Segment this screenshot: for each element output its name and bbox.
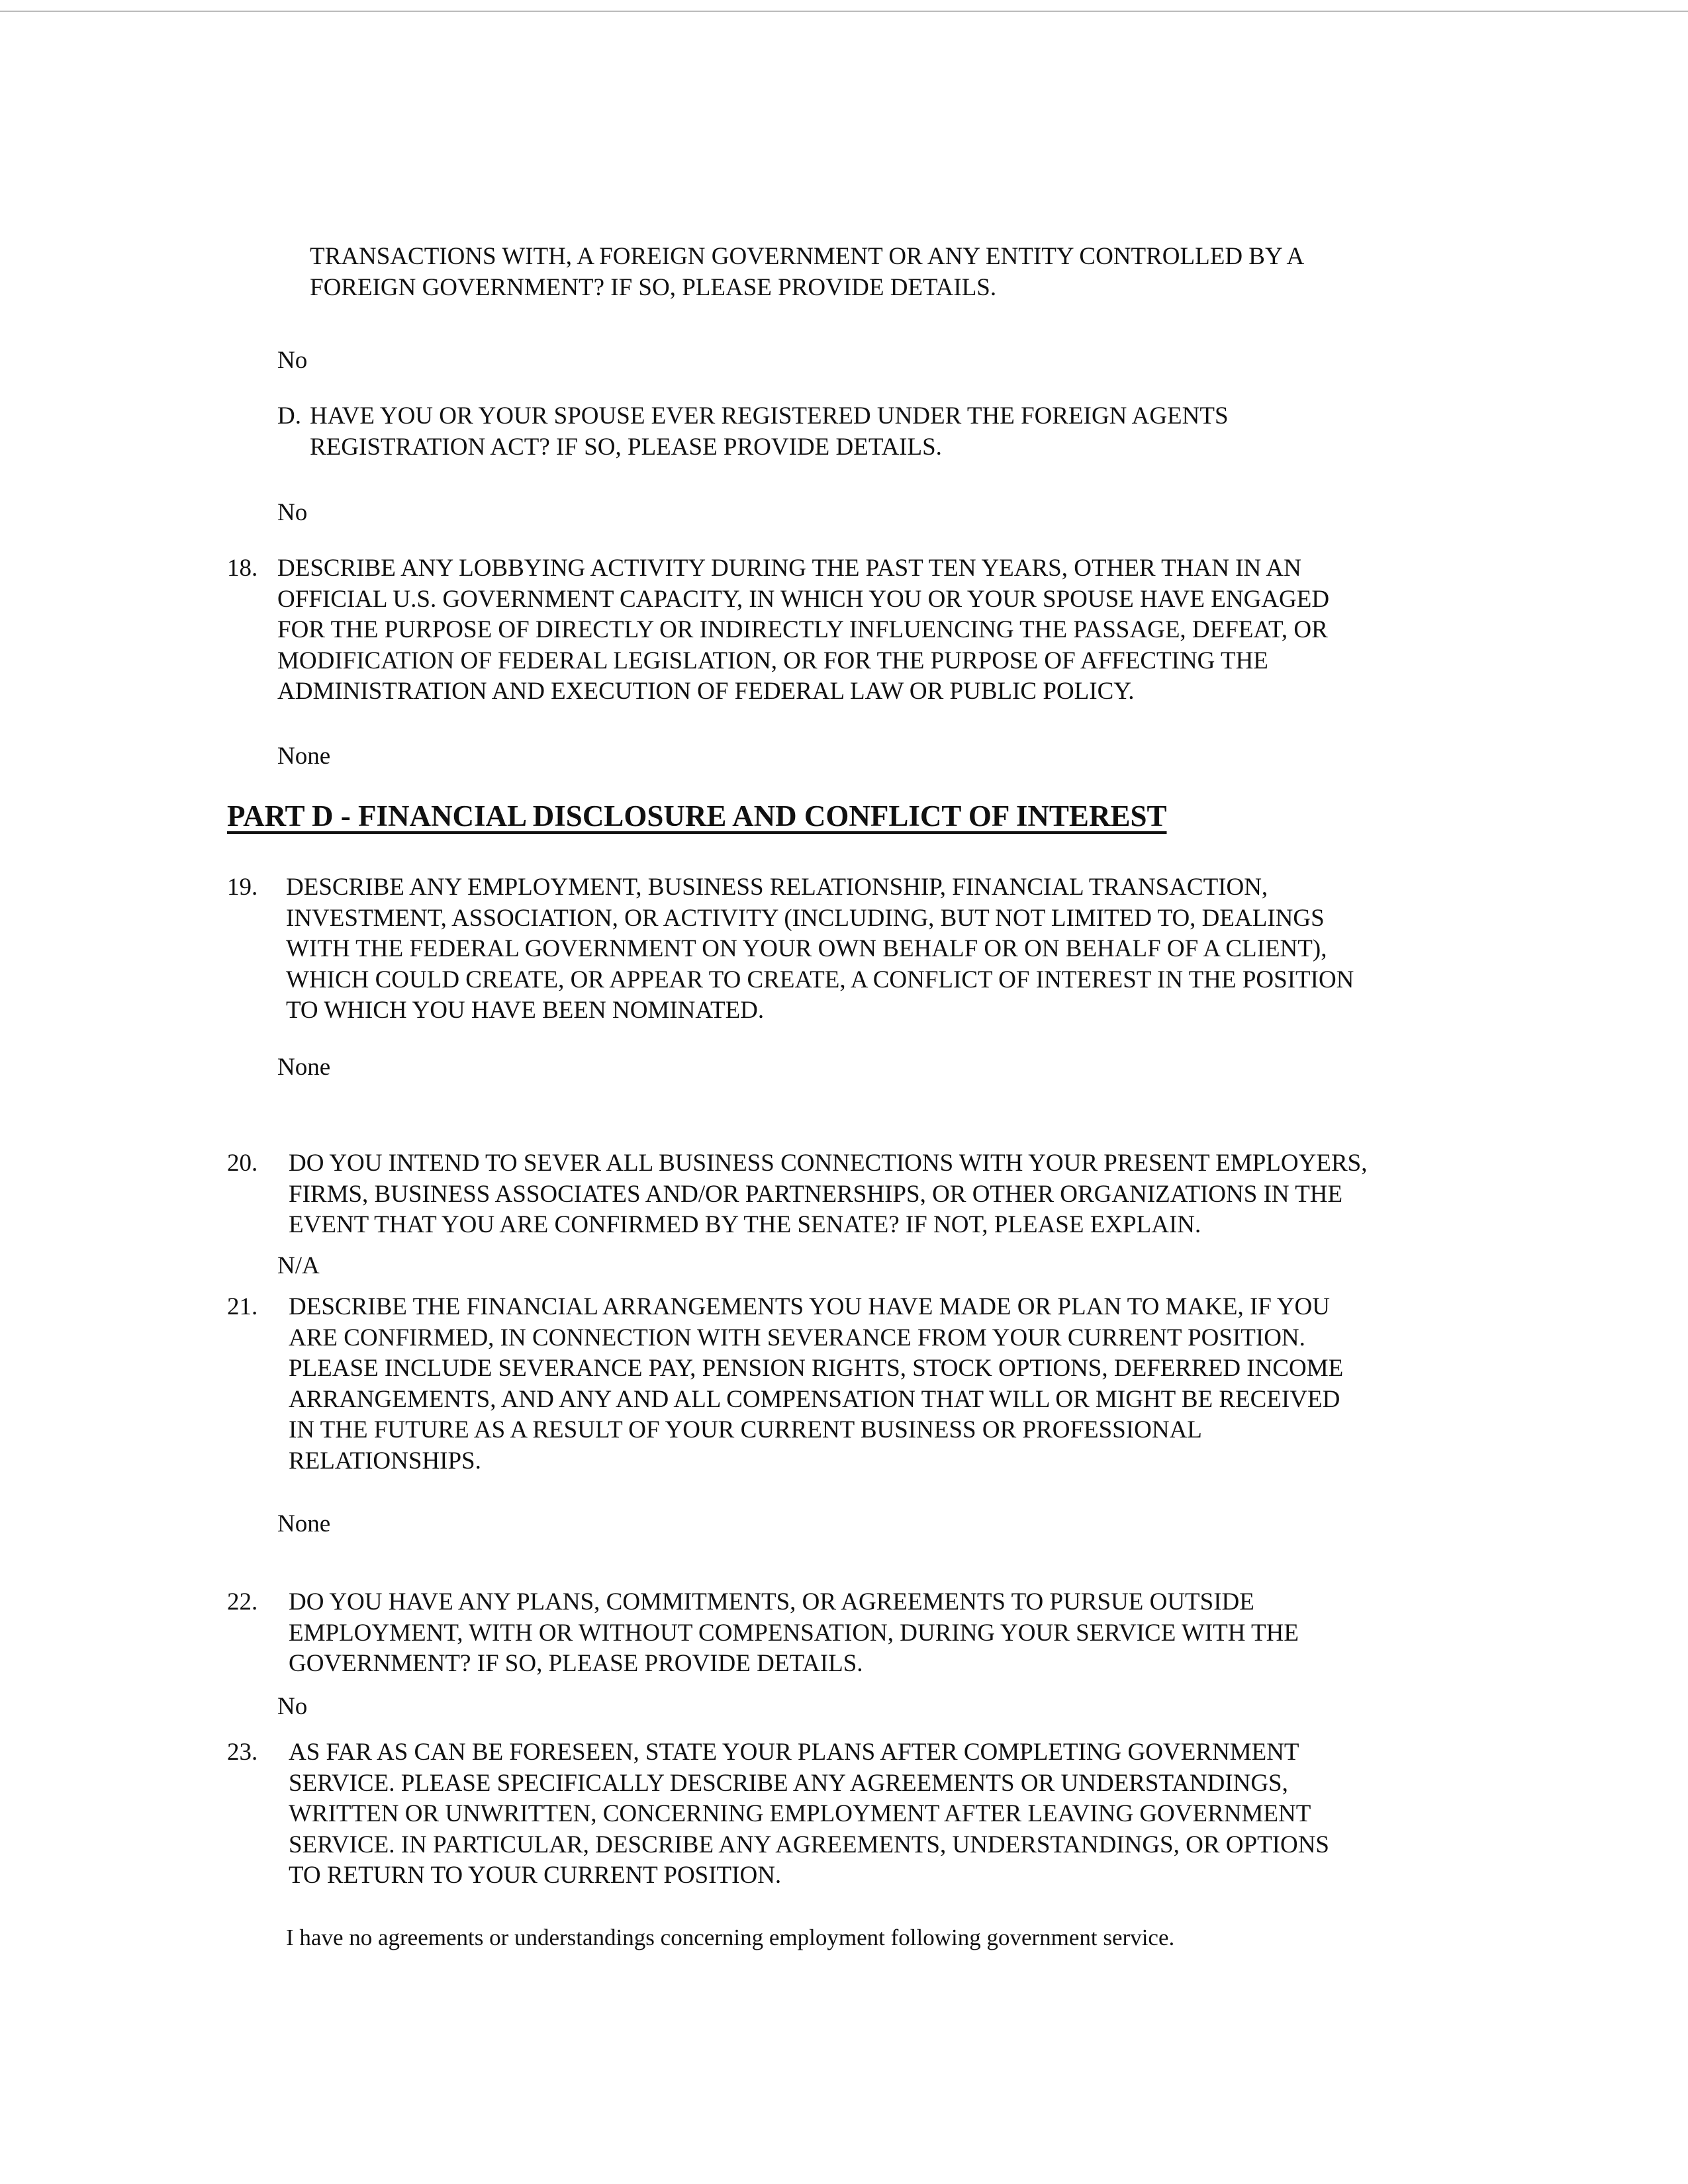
question-18-number: 18. bbox=[227, 555, 258, 582]
question-line: DESCRIBE ANY EMPLOYMENT, BUSINESS RELATIONSHIP, FINANCIAL TRANSACTION, bbox=[286, 874, 1268, 901]
answer-18: None bbox=[277, 743, 331, 770]
question-line: WHICH COULD CREATE, OR APPEAR TO CREATE, A CONFLICT OF INTEREST IN THE POSITION bbox=[286, 966, 1354, 993]
question-line: GOVERNMENT? IF SO, PLEASE PROVIDE DETAILS. bbox=[289, 1650, 863, 1677]
question-line: IN THE FUTURE AS A RESULT OF YOUR CURRENT BUSINESS OR PROFESSIONAL bbox=[289, 1416, 1202, 1443]
question-19-number: 19. bbox=[227, 874, 258, 901]
question-line: OFFICIAL U.S. GOVERNMENT CAPACITY, IN WHICH YOU OR YOUR SPOUSE HAVE ENGAGED bbox=[277, 585, 1330, 613]
answer-22: No bbox=[277, 1693, 308, 1720]
scan-top-edge bbox=[0, 11, 1688, 12]
question-line: REGISTRATION ACT? IF SO, PLEASE PROVIDE DETAILS. bbox=[310, 433, 942, 461]
question-line: WITH THE FEDERAL GOVERNMENT ON YOUR OWN BEHALF OR ON BEHALF OF A CLIENT), bbox=[286, 935, 1327, 962]
section-heading-part-d: PART D - FINANCIAL DISCLOSURE AND CONFLICT OF INTEREST bbox=[227, 799, 1167, 833]
answer-19: None bbox=[277, 1054, 331, 1081]
question-line: MODIFICATION OF FEDERAL LEGISLATION, OR FOR THE PURPOSE OF AFFECTING THE bbox=[277, 647, 1268, 674]
question-line: EVENT THAT YOU ARE CONFIRMED BY THE SENATE? IF NOT, PLEASE EXPLAIN. bbox=[289, 1211, 1201, 1238]
question-line: INVESTMENT, ASSOCIATION, OR ACTIVITY (INCLUDING, BUT NOT LIMITED TO, DEALINGS bbox=[286, 904, 1325, 932]
question-line: EMPLOYMENT, WITH OR WITHOUT COMPENSATION, DURING YOUR SERVICE WITH THE bbox=[289, 1619, 1299, 1647]
answer-23: I have no agreements or understandings concerning employment following government service. bbox=[286, 1925, 1175, 1950]
question-line: DESCRIBE ANY LOBBYING ACTIVITY DURING THE PAST TEN YEARS, OTHER THAN IN AN bbox=[277, 555, 1301, 582]
question-20-text bbox=[289, 1148, 1367, 1241]
question-line: AS FAR AS CAN BE FORESEEN, STATE YOUR PLANS AFTER COMPLETING GOVERNMENT bbox=[289, 1739, 1299, 1766]
question-line: ARRANGEMENTS, AND ANY AND ALL COMPENSATION THAT WILL OR MIGHT BE RECEIVED bbox=[289, 1385, 1340, 1413]
question-line: HAVE YOU OR YOUR SPOUSE EVER REGISTERED UNDER THE FOREIGN AGENTS bbox=[310, 402, 1229, 430]
question-line: TRANSACTIONS WITH, A FOREIGN GOVERNMENT OR ANY ENTITY CONTROLLED BY A bbox=[310, 243, 1305, 270]
answer-17d: No bbox=[277, 499, 308, 526]
question-line: DO YOU HAVE ANY PLANS, COMMITMENTS, OR AGREEMENTS TO PURSUE OUTSIDE bbox=[289, 1588, 1254, 1615]
question-line: FOR THE PURPOSE OF DIRECTLY OR INDIRECTLY INFLUENCING THE PASSAGE, DEFEAT, OR bbox=[277, 616, 1328, 643]
question-23-text bbox=[289, 1737, 1329, 1891]
question-line: WRITTEN OR UNWRITTEN, CONCERNING EMPLOYMENT AFTER LEAVING GOVERNMENT bbox=[289, 1800, 1311, 1827]
question-line: SERVICE. IN PARTICULAR, DESCRIBE ANY AGREEMENTS, UNDERSTANDINGS, OR OPTIONS bbox=[289, 1831, 1330, 1858]
question-17d-label: D. bbox=[277, 402, 301, 430]
question-22-text bbox=[289, 1587, 1299, 1680]
question-23-number: 23. bbox=[227, 1739, 258, 1766]
question-line: RELATIONSHIPS. bbox=[289, 1447, 481, 1475]
question-21-text bbox=[289, 1292, 1343, 1477]
question-line: DESCRIBE THE FINANCIAL ARRANGEMENTS YOU HAVE MADE OR PLAN TO MAKE, IF YOU bbox=[289, 1293, 1330, 1320]
question-19-text bbox=[286, 872, 1354, 1026]
question-17c-text bbox=[310, 242, 1304, 303]
question-line: FOREIGN GOVERNMENT? IF SO, PLEASE PROVIDE DETAILS. bbox=[310, 273, 997, 301]
question-22-number: 22. bbox=[227, 1588, 258, 1615]
question-20-number: 20. bbox=[227, 1150, 258, 1177]
answer-20: N/A bbox=[277, 1252, 320, 1279]
question-21-number: 21. bbox=[227, 1293, 258, 1320]
answer-17c: No bbox=[277, 347, 308, 374]
question-line: SERVICE. PLEASE SPECIFICALLY DESCRIBE ANY AGREEMENTS OR UNDERSTANDINGS, bbox=[289, 1769, 1288, 1797]
question-line: PLEASE INCLUDE SEVERANCE PAY, PENSION RIGHTS, STOCK OPTIONS, DEFERRED INCOME bbox=[289, 1355, 1344, 1382]
question-line: TO WHICH YOU HAVE BEEN NOMINATED. bbox=[286, 997, 765, 1024]
question-18-text bbox=[277, 553, 1329, 707]
answer-21: None bbox=[277, 1510, 331, 1537]
question-line: FIRMS, BUSINESS ASSOCIATES AND/OR PARTNERSHIPS, OR OTHER ORGANIZATIONS IN THE bbox=[289, 1180, 1343, 1208]
question-line: TO RETURN TO YOUR CURRENT POSITION. bbox=[289, 1862, 782, 1889]
question-line: ADMINISTRATION AND EXECUTION OF FEDERAL LAW OR PUBLIC POLICY. bbox=[277, 678, 1135, 705]
question-line: ARE CONFIRMED, IN CONNECTION WITH SEVERANCE FROM YOUR CURRENT POSITION. bbox=[289, 1324, 1305, 1351]
question-17d-text bbox=[310, 401, 1229, 463]
question-line: DO YOU INTEND TO SEVER ALL BUSINESS CONNECTIONS WITH YOUR PRESENT EMPLOYERS, bbox=[289, 1150, 1368, 1177]
